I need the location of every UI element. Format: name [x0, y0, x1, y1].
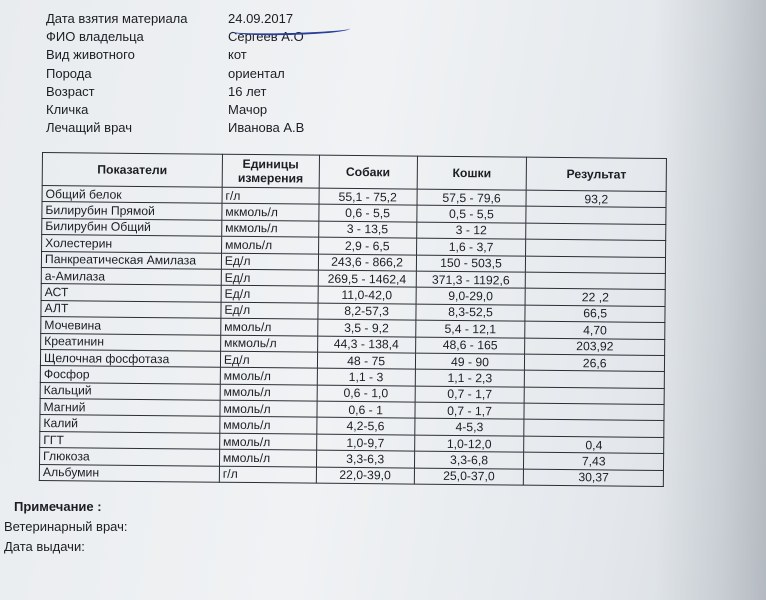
- unit: Ед/л: [221, 269, 318, 286]
- unit: Ед/л: [221, 253, 318, 270]
- column-header-result: Результат: [527, 157, 667, 191]
- cat-reference: 1,0-12,0: [414, 435, 524, 452]
- result-value: [526, 239, 666, 257]
- indicator-name: Калий: [40, 415, 220, 433]
- indicator-name: ГГТ: [40, 431, 220, 449]
- unit: мкмоль/л: [222, 204, 319, 221]
- result-value: [525, 387, 665, 405]
- patient-info-row: [46, 83, 466, 101]
- patient-info-value: кот: [228, 47, 247, 63]
- dog-reference: 1,1 - 3: [317, 368, 415, 385]
- cat-reference: 150 - 503,5: [416, 255, 526, 272]
- indicator-name: Кальций: [40, 382, 220, 400]
- column-header-indicator: Показатели: [42, 153, 222, 188]
- unit: Ед/л: [220, 351, 317, 368]
- patient-info-row: [46, 101, 466, 119]
- dog-reference: 3,5 - 9,2: [317, 319, 415, 336]
- indicator-name: Билирубин Общий: [42, 218, 222, 236]
- patient-info-value: Мачор: [228, 101, 268, 117]
- result-value: 30,37: [524, 469, 664, 487]
- cat-reference: 0,7 - 1,7: [415, 402, 525, 419]
- blood-test-table: [39, 152, 667, 487]
- cat-reference: 8,3-52,5: [415, 304, 525, 321]
- indicator-name: а-Амилаза: [41, 267, 221, 285]
- indicator-name: Глюкоза: [40, 448, 220, 466]
- dog-reference: 8,2-57,3: [318, 303, 416, 320]
- patient-info-value: Сергеев А.О: [228, 29, 304, 45]
- result-value: 203,92: [525, 338, 665, 356]
- indicator-name: Креатинин: [41, 333, 221, 351]
- patient-info-label: Вид животного: [46, 47, 135, 63]
- unit: Ед/л: [221, 302, 318, 319]
- unit: Ед/л: [221, 286, 318, 303]
- column-header-dogs: Собаки: [319, 155, 417, 189]
- cat-reference: 4-5,3: [414, 419, 524, 436]
- dog-reference: 243,6 - 866,2: [318, 254, 416, 271]
- cat-reference: 57,5 - 79,6: [417, 189, 527, 206]
- dog-reference: 1,0-9,7: [316, 434, 414, 451]
- indicator-name: Альбумин: [39, 464, 219, 482]
- dog-reference: 0,6 - 5,5: [319, 205, 417, 222]
- patient-info-row: [46, 119, 466, 137]
- unit: г/л: [219, 466, 316, 483]
- dog-reference: 11,0-42,0: [318, 286, 416, 303]
- report-footer: [4, 497, 128, 557]
- dog-reference: 22,0-39,0: [316, 467, 414, 484]
- issue-date-label: Дата выдачи:: [4, 539, 85, 554]
- unit: ммоль/л: [219, 449, 316, 466]
- dog-reference: 269,5 - 1462,4: [318, 270, 416, 287]
- cat-reference: 0,5 - 5,5: [416, 205, 526, 222]
- dog-reference: 2,9 - 6,5: [318, 237, 416, 254]
- result-value: [526, 223, 666, 241]
- patient-info-value: 24.09.2017: [228, 11, 294, 26]
- cat-reference: 1,1 - 2,3: [415, 369, 525, 386]
- result-value: 4,70: [525, 321, 665, 339]
- vet-signature-label: Ветеринарный врач:: [4, 519, 128, 534]
- cat-reference: 48,6 - 165: [415, 337, 525, 354]
- unit: ммоль/л: [220, 417, 317, 434]
- indicator-name: Общий белок: [42, 186, 222, 204]
- indicator-name: Билирубин Прямой: [42, 202, 222, 220]
- cat-reference: 0,7 - 1,7: [415, 386, 525, 403]
- patient-info-value: 16 лет: [228, 83, 267, 99]
- dog-reference: 55,1 - 75,2: [319, 188, 417, 205]
- dog-reference: 4,2-5,6: [316, 418, 414, 435]
- result-value: 22 ,2: [525, 288, 665, 306]
- dog-reference: 0,6 - 1: [317, 401, 415, 418]
- indicator-name: АЛТ: [41, 300, 221, 318]
- cat-reference: 25,0-37,0: [414, 468, 524, 485]
- column-header-units: Единицы измерения: [222, 154, 319, 188]
- patient-info-label: ФИО владельца: [46, 29, 144, 45]
- dog-reference: 44,3 - 138,4: [317, 336, 415, 353]
- patient-info-label: Дата взятия материала: [46, 11, 188, 26]
- cat-reference: 5,4 - 12,1: [415, 320, 525, 337]
- patient-info-value: Иванова А.В: [228, 120, 305, 136]
- dog-reference: 0,6 - 1,0: [317, 385, 415, 402]
- result-value: 7,43: [524, 452, 664, 470]
- patient-info-value: ориентал: [228, 65, 285, 81]
- result-value: 93,2: [526, 190, 666, 208]
- cat-reference: 1,6 - 3,7: [416, 238, 526, 255]
- patient-info-label: Лечащий врач: [46, 120, 133, 136]
- result-value: [526, 207, 666, 225]
- cat-reference: 49 - 90: [415, 353, 525, 370]
- cat-reference: 3,3-6,8: [414, 451, 524, 468]
- indicator-name: Фосфор: [40, 366, 220, 384]
- unit: ммоль/л: [220, 368, 317, 385]
- result-value: 0,4: [524, 436, 664, 454]
- result-value: [525, 370, 665, 388]
- unit: мкмоль/л: [220, 335, 317, 352]
- dog-reference: 3,3-6,3: [316, 450, 414, 467]
- cat-reference: 9,0-29,0: [416, 287, 526, 304]
- indicator-name: Щелочная фосфотаза: [40, 349, 220, 367]
- indicator-name: Магний: [40, 399, 220, 417]
- unit: г/л: [222, 187, 319, 204]
- unit: ммоль/л: [220, 384, 317, 401]
- result-value: 66,5: [525, 305, 665, 323]
- patient-info-label: Возраст: [46, 83, 95, 99]
- unit: мкмоль/л: [222, 220, 319, 237]
- cat-reference: 3 - 12: [416, 222, 526, 239]
- patient-info-label: Порода: [46, 65, 92, 81]
- patient-info-row: [46, 65, 466, 83]
- unit: ммоль/л: [221, 318, 318, 335]
- unit: ммоль/л: [220, 433, 317, 450]
- column-header-cats: Кошки: [417, 156, 527, 190]
- indicator-name: Холестерин: [42, 235, 222, 253]
- note-label: Примечание :: [14, 499, 102, 514]
- indicator-name: Мочевина: [41, 317, 221, 335]
- result-value: [526, 272, 666, 290]
- unit: ммоль/л: [221, 236, 318, 253]
- dog-reference: 3 - 13,5: [318, 221, 416, 238]
- result-value: [526, 256, 666, 274]
- unit: ммоль/л: [220, 400, 317, 417]
- indicator-name: Панкреатическая Амилаза: [41, 251, 221, 269]
- patient-info-label: Кличка: [46, 101, 89, 117]
- dog-reference: 48 - 75: [317, 352, 415, 369]
- result-value: [524, 403, 664, 421]
- result-value: [524, 420, 664, 438]
- result-value: 26,6: [525, 354, 665, 372]
- patient-info-row: [46, 46, 466, 64]
- paper-shadow: [655, 0, 766, 600]
- cat-reference: 371,3 - 1192,6: [416, 271, 526, 288]
- indicator-name: АСТ: [41, 284, 221, 302]
